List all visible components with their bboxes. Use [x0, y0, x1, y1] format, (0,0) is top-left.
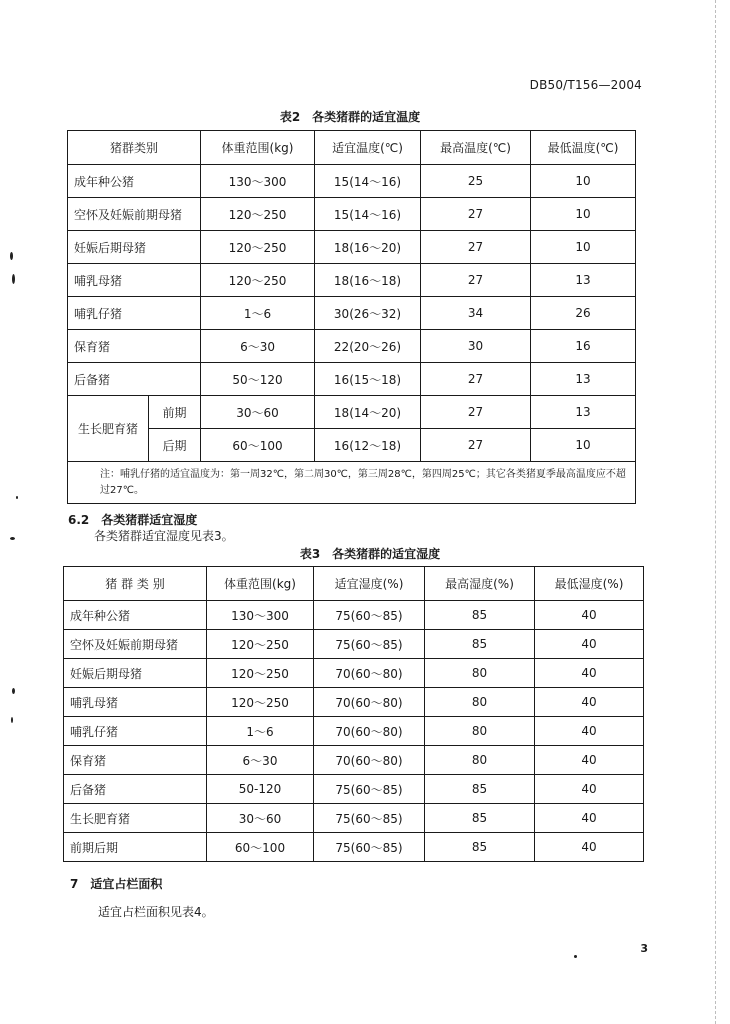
table2-caption: 表2 各类猪群的适宜温度 [279, 110, 421, 124]
table2-header-cell: 最低温度(℃) [531, 131, 636, 165]
table-row [68, 297, 636, 330]
table2-header-cell: 体重范围(kg) [201, 131, 315, 165]
scan-speck [12, 274, 15, 284]
table-cell: 120～250 [207, 659, 314, 688]
table-cell: 后备猪 [68, 363, 201, 396]
table-cell: 哺乳母猪 [64, 688, 207, 717]
table-cell: 75(60～85) [314, 630, 425, 659]
table-row [68, 330, 636, 363]
table-cell: 27 [421, 396, 531, 429]
table-cell: 80 [425, 659, 535, 688]
table-cell: 16(15～18) [315, 363, 421, 396]
section-7-heading: 7 适宜占栏面积 [70, 877, 163, 891]
table-row [64, 659, 644, 688]
table-cell: 40 [535, 601, 644, 630]
table-cell: 60～100 [207, 833, 314, 862]
table-cell: 120～250 [201, 198, 315, 231]
table-cell: 85 [425, 833, 535, 862]
table-cell: 成年种公猪 [68, 165, 201, 198]
table-cell: 30(26～32) [315, 297, 421, 330]
table-cell: 70(60～80) [314, 746, 425, 775]
table-cell: 30 [421, 330, 531, 363]
table-cell: 25 [421, 165, 531, 198]
table-cell: 27 [421, 198, 531, 231]
table-row [64, 717, 644, 746]
table-cell: 40 [535, 630, 644, 659]
table-cell: 70(60～80) [314, 688, 425, 717]
table-cell: 130～300 [201, 165, 315, 198]
table-cell: 18(14～20) [315, 396, 421, 429]
table-cell: 22(20～26) [315, 330, 421, 363]
scan-edge-line [715, 0, 716, 1024]
table-row [68, 231, 636, 264]
table-cell: 空怀及妊娠前期母猪 [68, 198, 201, 231]
table-cell: 10 [531, 165, 636, 198]
page-number: 3 [640, 942, 648, 955]
table-cell: 130～300 [207, 601, 314, 630]
table-cell: 保育猪 [68, 330, 201, 363]
table-cell: 40 [535, 833, 644, 862]
table-cell: 18(16～18) [315, 264, 421, 297]
table-group-label: 生长肥育猪 [68, 396, 149, 462]
table-cell: 10 [531, 231, 636, 264]
scan-speck [10, 537, 15, 540]
table-cell: 50～120 [201, 363, 315, 396]
table2-temperature [67, 130, 636, 504]
table-cell: 40 [535, 804, 644, 833]
table-cell: 40 [535, 775, 644, 804]
table-row [68, 165, 636, 198]
table-cell: 27 [421, 264, 531, 297]
table-cell: 保育猪 [64, 746, 207, 775]
table-cell: 40 [535, 717, 644, 746]
table-cell: 70(60～80) [314, 659, 425, 688]
table-cell: 6～30 [201, 330, 315, 363]
scan-speck [12, 688, 15, 694]
table-cell: 前期后期 [64, 833, 207, 862]
table-cell: 生长肥育猪 [64, 804, 207, 833]
table2-header-cell: 适宜温度(℃) [315, 131, 421, 165]
table-cell: 10 [531, 198, 636, 231]
scan-speck [10, 252, 13, 260]
table-cell: 6～30 [207, 746, 314, 775]
table-cell: 后备猪 [64, 775, 207, 804]
table-cell: 80 [425, 746, 535, 775]
table-cell: 85 [425, 630, 535, 659]
table-row [64, 746, 644, 775]
table-cell: 40 [535, 659, 644, 688]
table-row [68, 396, 636, 429]
table-cell: 26 [531, 297, 636, 330]
table-cell: 40 [535, 746, 644, 775]
table-cell: 后期 [149, 429, 201, 462]
table-cell: 85 [425, 804, 535, 833]
section-6-2-text: 各类猪群适宜湿度见表3。 [94, 529, 234, 543]
table-cell: 40 [535, 688, 644, 717]
table-cell: 成年种公猪 [64, 601, 207, 630]
table3-header-cell: 最高湿度(%) [425, 567, 535, 601]
table-cell: 前期 [149, 396, 201, 429]
table-cell: 妊娠后期母猪 [68, 231, 201, 264]
table-cell: 34 [421, 297, 531, 330]
table2-note: 注：哺乳仔猪的适宜温度为：第一周32℃，第二周30℃，第三周28℃，第四周25℃；其它各类猪夏季最高温度应不超过27℃。 [68, 462, 636, 504]
scan-speck [11, 717, 13, 723]
table-cell: 70(60～80) [314, 717, 425, 746]
table-row [64, 833, 644, 862]
table2-header-cell: 最高温度(℃) [421, 131, 531, 165]
table-row [68, 363, 636, 396]
table-cell: 10 [531, 429, 636, 462]
table-cell: 16(12～18) [315, 429, 421, 462]
table-row [64, 804, 644, 833]
table-cell: 60～100 [201, 429, 315, 462]
table-cell: 75(60～85) [314, 833, 425, 862]
table-cell: 哺乳仔猪 [68, 297, 201, 330]
table3-header-cell: 猪 群 类 别 [64, 567, 207, 601]
table-row [68, 264, 636, 297]
scan-speck [16, 496, 18, 499]
table-cell: 50-120 [207, 775, 314, 804]
table-cell: 120～250 [201, 264, 315, 297]
table-cell: 16 [531, 330, 636, 363]
document-code: DB50/T156—2004 [529, 78, 642, 92]
table-cell: 75(60～85) [314, 804, 425, 833]
table-cell: 120～250 [201, 231, 315, 264]
table-row [64, 775, 644, 804]
table-cell: 27 [421, 429, 531, 462]
table-cell: 13 [531, 264, 636, 297]
table-cell: 27 [421, 363, 531, 396]
table3-header-row [64, 567, 644, 601]
table-cell: 30～60 [201, 396, 315, 429]
scan-speck [574, 955, 577, 958]
table-cell: 27 [421, 231, 531, 264]
table-cell: 1～6 [201, 297, 315, 330]
table-cell: 80 [425, 717, 535, 746]
table-row [64, 630, 644, 659]
section-6-2-heading: 6.2 各类猪群适宜湿度 [68, 513, 198, 527]
table-cell: 15(14～16) [315, 165, 421, 198]
table3-humidity [63, 566, 644, 862]
table-cell: 30～60 [207, 804, 314, 833]
table-row [64, 601, 644, 630]
table-cell: 13 [531, 363, 636, 396]
section-7-text: 适宜占栏面积见表4。 [98, 905, 214, 919]
table-cell: 120～250 [207, 630, 314, 659]
table-cell: 15(14～16) [315, 198, 421, 231]
table2-note-row [68, 462, 636, 504]
table2-header-cell: 猪群类别 [68, 131, 201, 165]
table-row [64, 688, 644, 717]
table-cell: 80 [425, 688, 535, 717]
table-cell: 85 [425, 601, 535, 630]
table-cell: 120～250 [207, 688, 314, 717]
table3-header-cell: 最低湿度(%) [535, 567, 644, 601]
table-cell: 85 [425, 775, 535, 804]
table3-header-cell: 体重范围(kg) [207, 567, 314, 601]
table-cell: 18(16～20) [315, 231, 421, 264]
table2-header-row [68, 131, 636, 165]
table-cell: 空怀及妊娠前期母猪 [64, 630, 207, 659]
table-cell: 13 [531, 396, 636, 429]
table-row [68, 429, 636, 462]
table-cell: 1～6 [207, 717, 314, 746]
table-cell: 75(60～85) [314, 775, 425, 804]
table-row [68, 198, 636, 231]
table-cell: 哺乳仔猪 [64, 717, 207, 746]
table3-caption: 表3 各类猪群的适宜湿度 [299, 547, 441, 561]
table3-header-cell: 适宜湿度(%) [314, 567, 425, 601]
table-cell: 哺乳母猪 [68, 264, 201, 297]
table-cell: 妊娠后期母猪 [64, 659, 207, 688]
table-cell: 75(60～85) [314, 601, 425, 630]
